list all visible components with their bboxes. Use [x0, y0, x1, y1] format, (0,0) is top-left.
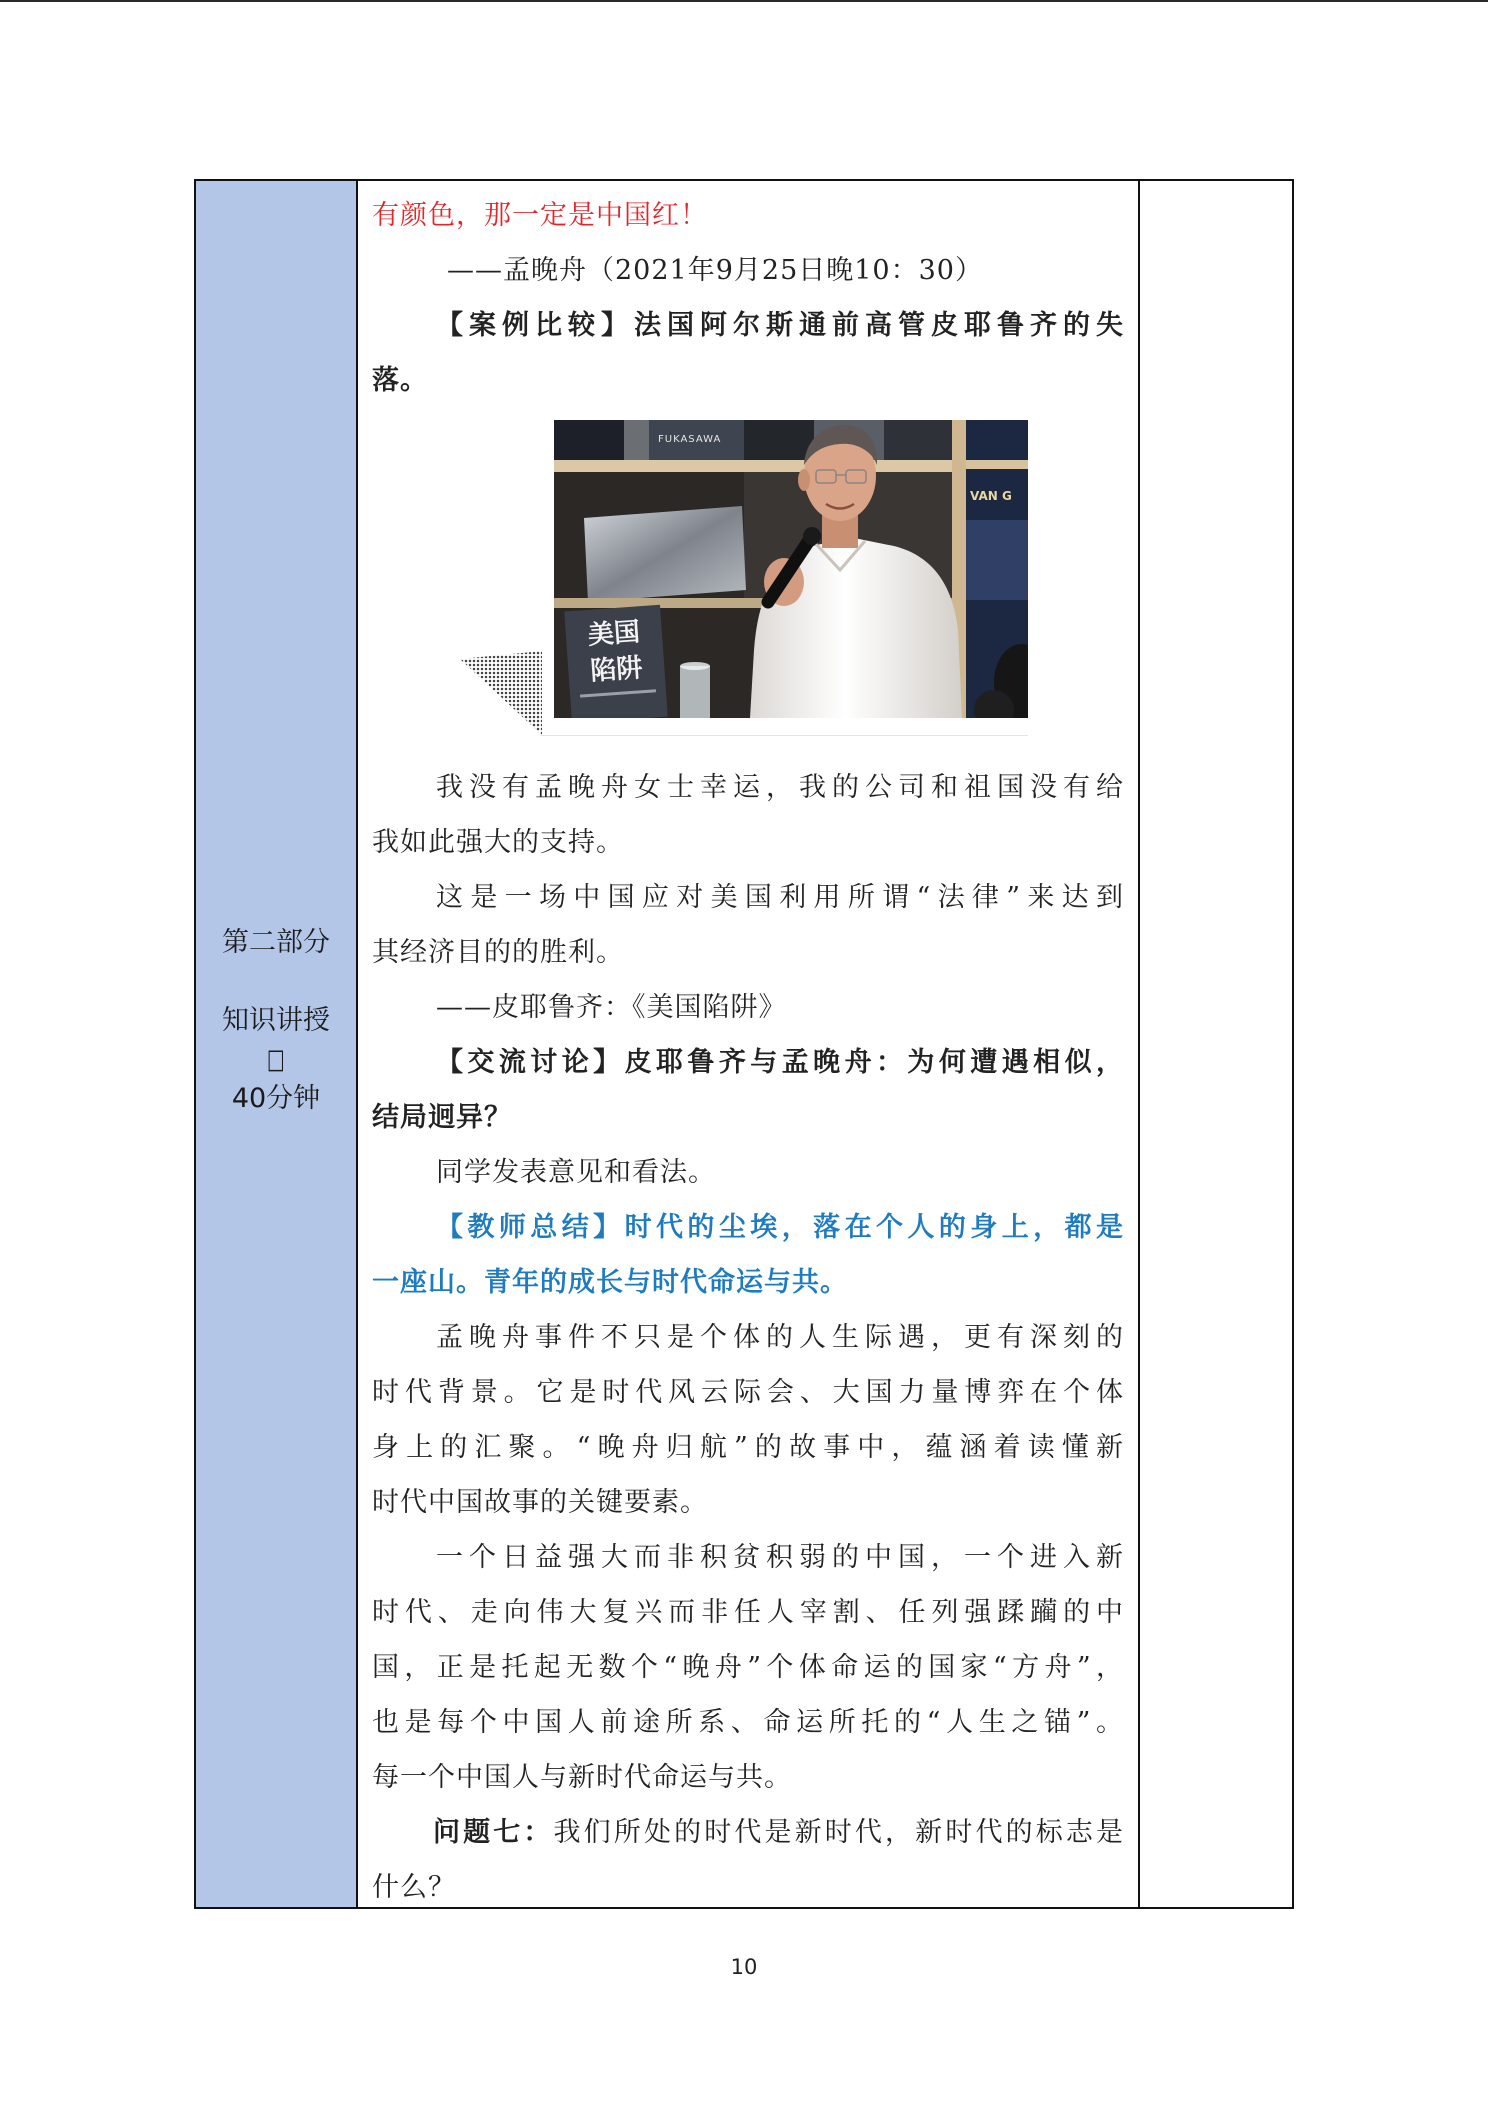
page-top-rule [0, 0, 1488, 2]
case-compare-heading-cont: 落。 [372, 365, 428, 396]
quote-attribution: ——孟晚舟（2021年9月25日晚10：30） [447, 255, 983, 286]
shelf-label: FUKASAWA [658, 434, 722, 445]
figure-block [372, 408, 1124, 760]
paragraph-line: 时代背景。它是时代风云际会、大国力量博弈在个体 [372, 1377, 1124, 1408]
page-number: 10 [730, 1955, 758, 1979]
discussion-heading-cont: 结局迥异？ [372, 1102, 512, 1133]
shelf-book [624, 420, 649, 460]
water-glass-rim [680, 662, 710, 670]
discussion-heading: 【交流讨论】皮耶鲁齐与孟晚舟：为何遭遇相似， [436, 1047, 1124, 1078]
section-label-column [196, 181, 358, 1907]
section-label [196, 923, 356, 1118]
pierucci-quote-line: 这是一场中国应对美国利用所谓“法律”来达到 [436, 882, 1124, 913]
discussion-prompt: 同学发表意见和看法。 [436, 1157, 716, 1188]
question-text: 我们所处的时代是新时代，新时代的标志是 [553, 1817, 1124, 1848]
case-compare-heading: 【案例比较】法国阿尔斯通前高管皮耶鲁齐的失 [436, 310, 1124, 341]
book-title-bottom: 陷阱 [589, 653, 644, 687]
photo-bottom-edge [541, 735, 1028, 736]
halftone-artifact [460, 651, 542, 735]
content-cell [372, 181, 1124, 1915]
paragraph-line: 一个日益强大而非积贫积弱的中国，一个进入新 [436, 1542, 1124, 1573]
book-cover [564, 605, 668, 718]
shelf-label-right: VAN G [970, 489, 1012, 503]
halftone-triangle [460, 651, 542, 735]
right-book-cover [966, 520, 1028, 600]
wood-shelf [554, 460, 952, 472]
display-book [584, 506, 746, 602]
teacher-summary: 【教师总结】时代的尘埃，落在个人的身上，都是 [436, 1212, 1124, 1243]
paragraph-line: 每一个中国人与新时代命运与共。 [372, 1762, 792, 1793]
pierucci-quote-line: 其经济目的的胜利。 [372, 937, 624, 968]
question-line [372, 1805, 1124, 1860]
wood-shelf [966, 460, 1028, 469]
paragraph-line: 国，正是托起无数个“晚舟”个体命运的国家“方舟”， [372, 1652, 1124, 1683]
pierucci-quote-line: 我如此强大的支持。 [372, 827, 624, 858]
shelf-book [554, 420, 624, 460]
notes-column-divider [1138, 181, 1140, 1907]
question-line-cont: 什么？ [372, 1872, 456, 1903]
pierucci-quote-line: 我没有孟晚舟女士幸运，我的公司和祖国没有给 [436, 772, 1124, 803]
shelf-book [744, 420, 814, 460]
book-title-top: 美国 [586, 617, 641, 651]
duration-label: 40分钟 [231, 1083, 321, 1114]
section-name: 知识讲授 [222, 1005, 330, 1036]
microphone-head [803, 527, 821, 545]
ear [798, 469, 810, 491]
lesson-plan-table [194, 179, 1294, 1909]
pierucci-attribution: ——皮耶鲁齐：《美国陷阱》 [436, 992, 787, 1023]
missing-glyph-row [196, 1040, 356, 1079]
paragraph-line: 时代中国故事的关键要素。 [372, 1487, 708, 1518]
missing-glyph: □ [267, 1044, 285, 1075]
paragraph-line: 孟晚舟事件不只是个体的人生际遇，更有深刻的 [436, 1322, 1124, 1353]
spacer [196, 962, 356, 1001]
shelf-book [884, 420, 952, 460]
teacher-summary-cont: 一座山。青年的成长与时代命运与共。 [372, 1267, 848, 1298]
paragraph-line: 时代、走向伟大复兴而非任人宰割、任列强蹂躏的中 [372, 1597, 1124, 1628]
part-label: 第二部分 [222, 927, 330, 958]
question-label: 问题七： [433, 1817, 554, 1848]
paragraph-line: 身上的汇聚。“晚舟归航”的故事中，蕴涵着读懂新 [372, 1432, 1124, 1463]
paragraph-line: 也是每个中国人前途所系、命运所托的“人生之锚”。 [372, 1707, 1124, 1738]
pierucci-photo [554, 420, 1028, 718]
quote-line: 有颜色，那一定是中国红！ [372, 200, 708, 231]
water-glass [680, 666, 710, 718]
